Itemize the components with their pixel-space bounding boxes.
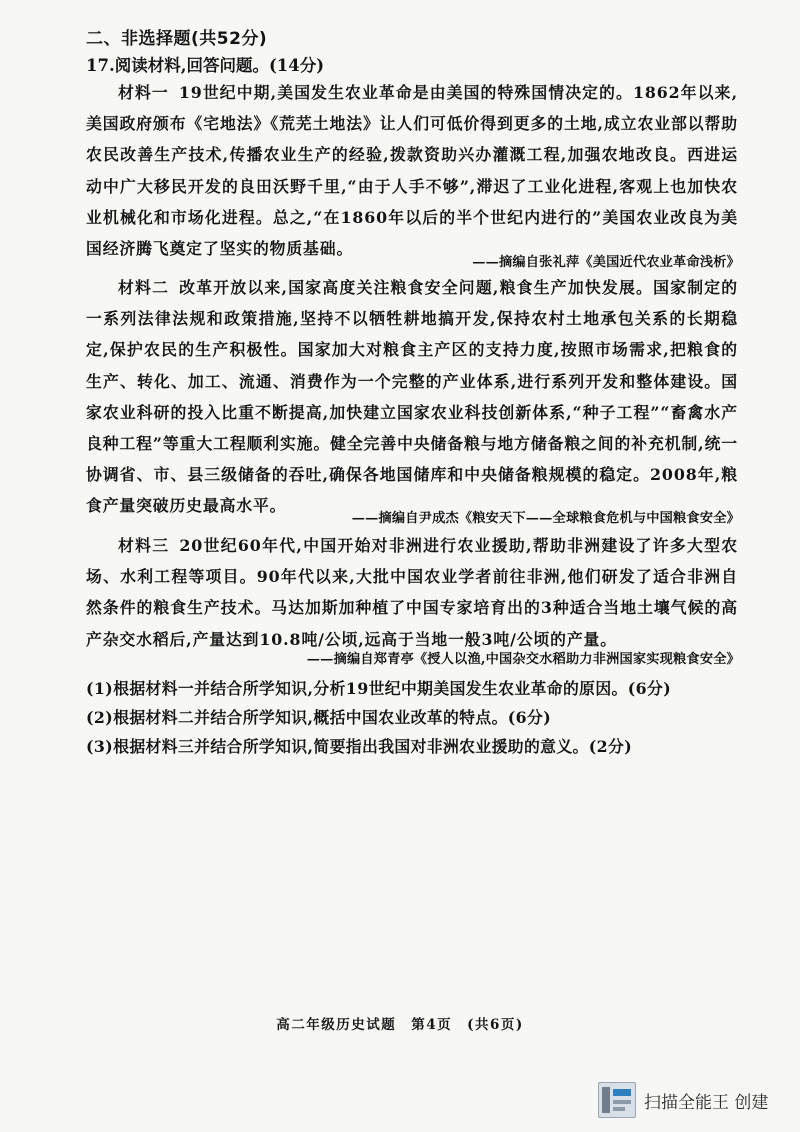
material-1 xyxy=(86,77,738,264)
material-2-source: ——摘编自尹成杰《粮安天下——全球粮食危机与中国粮食安全》 xyxy=(351,511,740,526)
scanner-app-logo-icon xyxy=(598,1082,636,1118)
material-1-source: ——摘编自张礼萍《美国近代农业革命浅析》 xyxy=(472,255,740,270)
section-title: 二、非选择题(共52分) xyxy=(86,29,268,49)
sub-question-3: (3)根据材料三并结合所学知识,简要指出我国对非洲农业援助的意义。(2分) xyxy=(86,737,633,756)
material-3-label: 材料三 xyxy=(118,536,170,555)
watermark-text: 扫描全能王 创建 xyxy=(644,1092,769,1113)
material-2-text: 改革开放以来,国家高度关注粮食安全问题,粮食生产加快发展。国家制定的一系列法律法规和政策措施,坚持不以牺牲耕地搞开发,保持农村土地承包关系的长期稳定,保护农民的生产积极性。国家加大对粮食主产区的支持力度,按照市场需求,把粮食的生产、转化、加工、流通、消费作为一个完整的产业体系,进行系列开发和整体建设。国家农业科研的投入比重不断提高,加快建立国家农业科技创新体系,“种子工程”“畜禽水产良种工程”等重大工程顺利实施。健全完善中央储备粮与地方储备粮之间的补充机制,统一协调省、市、县三级储备的吞吐,确保各地国储库和中央储备粮规模的稳定。2008年,粮食产量突破历史最高水平。 xyxy=(86,278,739,516)
page-footer: 高二年级历史试题 第4页 (共6页) xyxy=(276,1017,524,1033)
material-3 xyxy=(86,530,738,655)
sub-question-2: (2)根据材料二并结合所学知识,概括中国农业改革的特点。(6分) xyxy=(86,708,552,727)
question-heading: 17.阅读材料,回答问题。(14分) xyxy=(86,56,325,75)
material-2 xyxy=(86,272,738,522)
material-1-label: 材料一 xyxy=(118,83,169,102)
material-3-source: ——摘编自郑青亭《授人以渔,中国杂交水稻助力非洲国家实现粮食安全》 xyxy=(306,652,740,667)
sub-question-1: (1)根据材料一并结合所学知识,分析19世纪中期美国发生农业革命的原因。(6分) xyxy=(86,679,672,698)
material-3-text: 20世纪60年代,中国开始对非洲进行农业援助,帮助非洲建设了许多大型农场、水利工程等项目。90年代以来,大批中国农业学者前往非洲,他们研发了适合非洲自然条件的粮食生产技术。马达加斯加种植了中国专家培育出的3种适合当地土壤气候的高产杂交水稻后,产量达到10.8吨/公顷,远高于当地一般3吨/公顷的产量。 xyxy=(86,536,738,649)
material-2-label: 材料二 xyxy=(118,278,170,297)
scanner-watermark xyxy=(598,1082,768,1118)
material-1-text: 19世纪中期,美国发生农业革命是由美国的特殊国情决定的。1862年以来,美国政府颁布《宅地法》《荒芜土地法》让人们可低价得到更多的土地,成立农业部以帮助农民改善生产技术,传播农业生产的经验,拨款资助兴办灌溉工程,加强农地改良。西进运动中广大移民开发的良田沃野千里,“由于人手不够”,滞迟了工业化进程,客观上也加快农业机械化和市场化进程。总之,“在1860年以后的半个世纪内进行的”美国农业改良为美国经济腾飞奠定了坚实的物质基础。 xyxy=(86,83,738,259)
